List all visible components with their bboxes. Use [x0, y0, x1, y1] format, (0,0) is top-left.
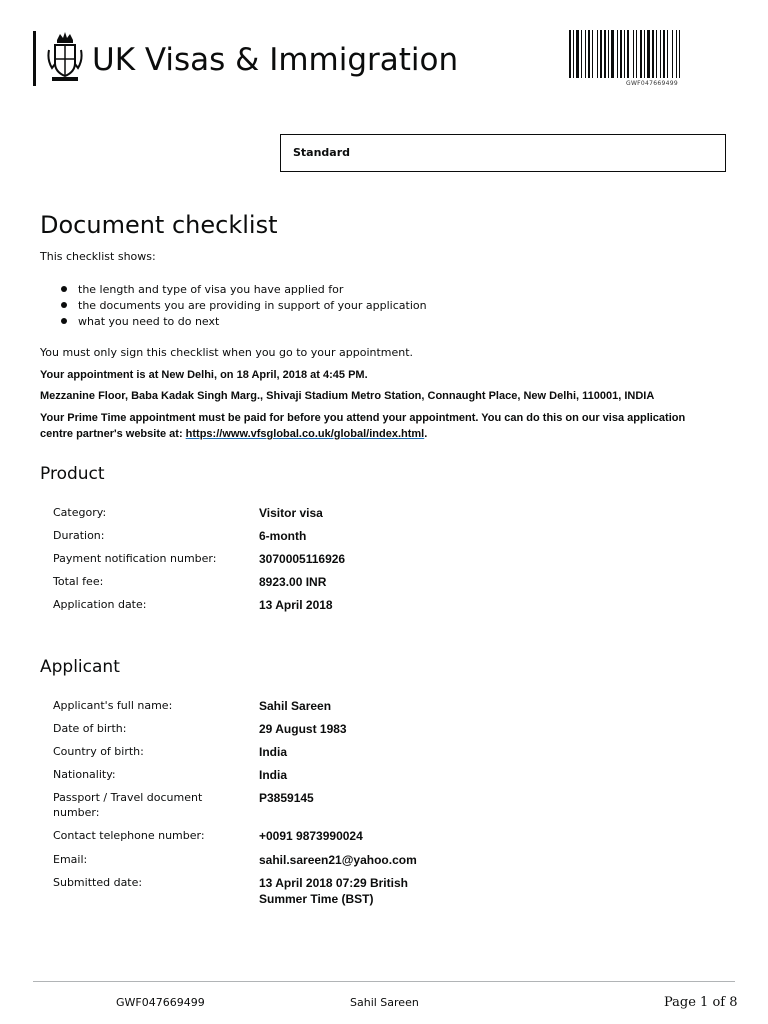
country-of-birth-value: India: [259, 745, 288, 759]
appointment-details: Your appointment is at New Delhi, on 18 April, 2018 at 4:45 PM.: [40, 369, 368, 381]
date-of-birth-value: 29 August 1983: [259, 722, 347, 736]
prime-time-end: .: [424, 428, 428, 440]
prime-time-notice: [40, 410, 720, 442]
product-duration-value: 6-month: [259, 529, 307, 543]
nationality-value: India: [259, 768, 288, 782]
application-date-label: Application date:: [53, 598, 147, 611]
telephone-label: Contact telephone number:: [53, 829, 205, 842]
email-value: sahil.sareen21@yahoo.com: [259, 853, 417, 867]
email-label: Email:: [53, 853, 88, 866]
barcode-text: GWF047669499: [626, 80, 678, 87]
prime-time-text: Your Prime Time appointment must be paid for before you attend your appointment. You can do this on our visa application centre partner's website at:: [40, 412, 686, 440]
submitted-date-value: 13 April 2018 07:29 British Summer Time (BST): [259, 876, 408, 906]
royal-crest-icon: [46, 30, 84, 84]
application-date-value: 13 April 2018: [259, 598, 333, 612]
total-fee-label: Total fee:: [53, 575, 104, 588]
list-item: the length and type of visa you have applied for: [58, 282, 427, 298]
total-fee-value: 8923.00 INR: [259, 575, 327, 589]
applicant-heading: Applicant: [40, 657, 120, 677]
checklist-bullets: [58, 282, 427, 330]
sign-note: You must only sign this checklist when you go to your appointment.: [40, 346, 414, 359]
appointment-address: Mezzanine Floor, Baba Kadak Singh Marg., Shivaji Stadium Metro Station, Connaught Place, New Delhi, 110001, INDIA: [40, 390, 655, 402]
product-duration-label: Duration:: [53, 529, 105, 542]
footer-name: Sahil Sareen: [350, 996, 419, 1009]
brand-divider: [33, 31, 36, 86]
product-heading: Product: [40, 464, 105, 484]
footer-reference: GWF047669499: [116, 996, 205, 1009]
passport-number-value: P3859145: [259, 791, 314, 805]
date-of-birth-label: Date of birth:: [53, 722, 127, 735]
submitted-date-label: Submitted date:: [53, 876, 143, 889]
nationality-label: Nationality:: [53, 768, 116, 781]
product-category-value: Visitor visa: [259, 506, 323, 520]
service-level-label: Standard: [293, 146, 351, 159]
footer-divider: [33, 981, 735, 982]
service-level-box: [280, 134, 726, 172]
brand-title: UK Visas & Immigration: [92, 42, 459, 78]
telephone-value: +0091 9873990024: [259, 829, 363, 843]
product-category-label: Category:: [53, 506, 107, 519]
passport-number-label: Passport / Travel document number:: [53, 791, 203, 819]
full-name-value: Sahil Sareen: [259, 699, 332, 713]
barcode-icon: [567, 30, 737, 82]
vfs-website-link[interactable]: https://www.vfsglobal.co.uk/global/index.html: [185, 428, 425, 440]
list-item: what you need to do next: [58, 314, 427, 330]
page-title: Document checklist: [40, 211, 278, 239]
payment-number-label: Payment notification number:: [53, 552, 217, 565]
country-of-birth-label: Country of birth:: [53, 745, 144, 758]
list-item: the documents you are providing in support of your application: [58, 298, 427, 314]
payment-number-value: 3070005116926: [259, 552, 346, 566]
checklist-intro: This checklist shows:: [40, 250, 156, 263]
page-number: Page 1 of 8: [664, 995, 738, 1010]
full-name-label: Applicant's full name:: [53, 699, 173, 712]
